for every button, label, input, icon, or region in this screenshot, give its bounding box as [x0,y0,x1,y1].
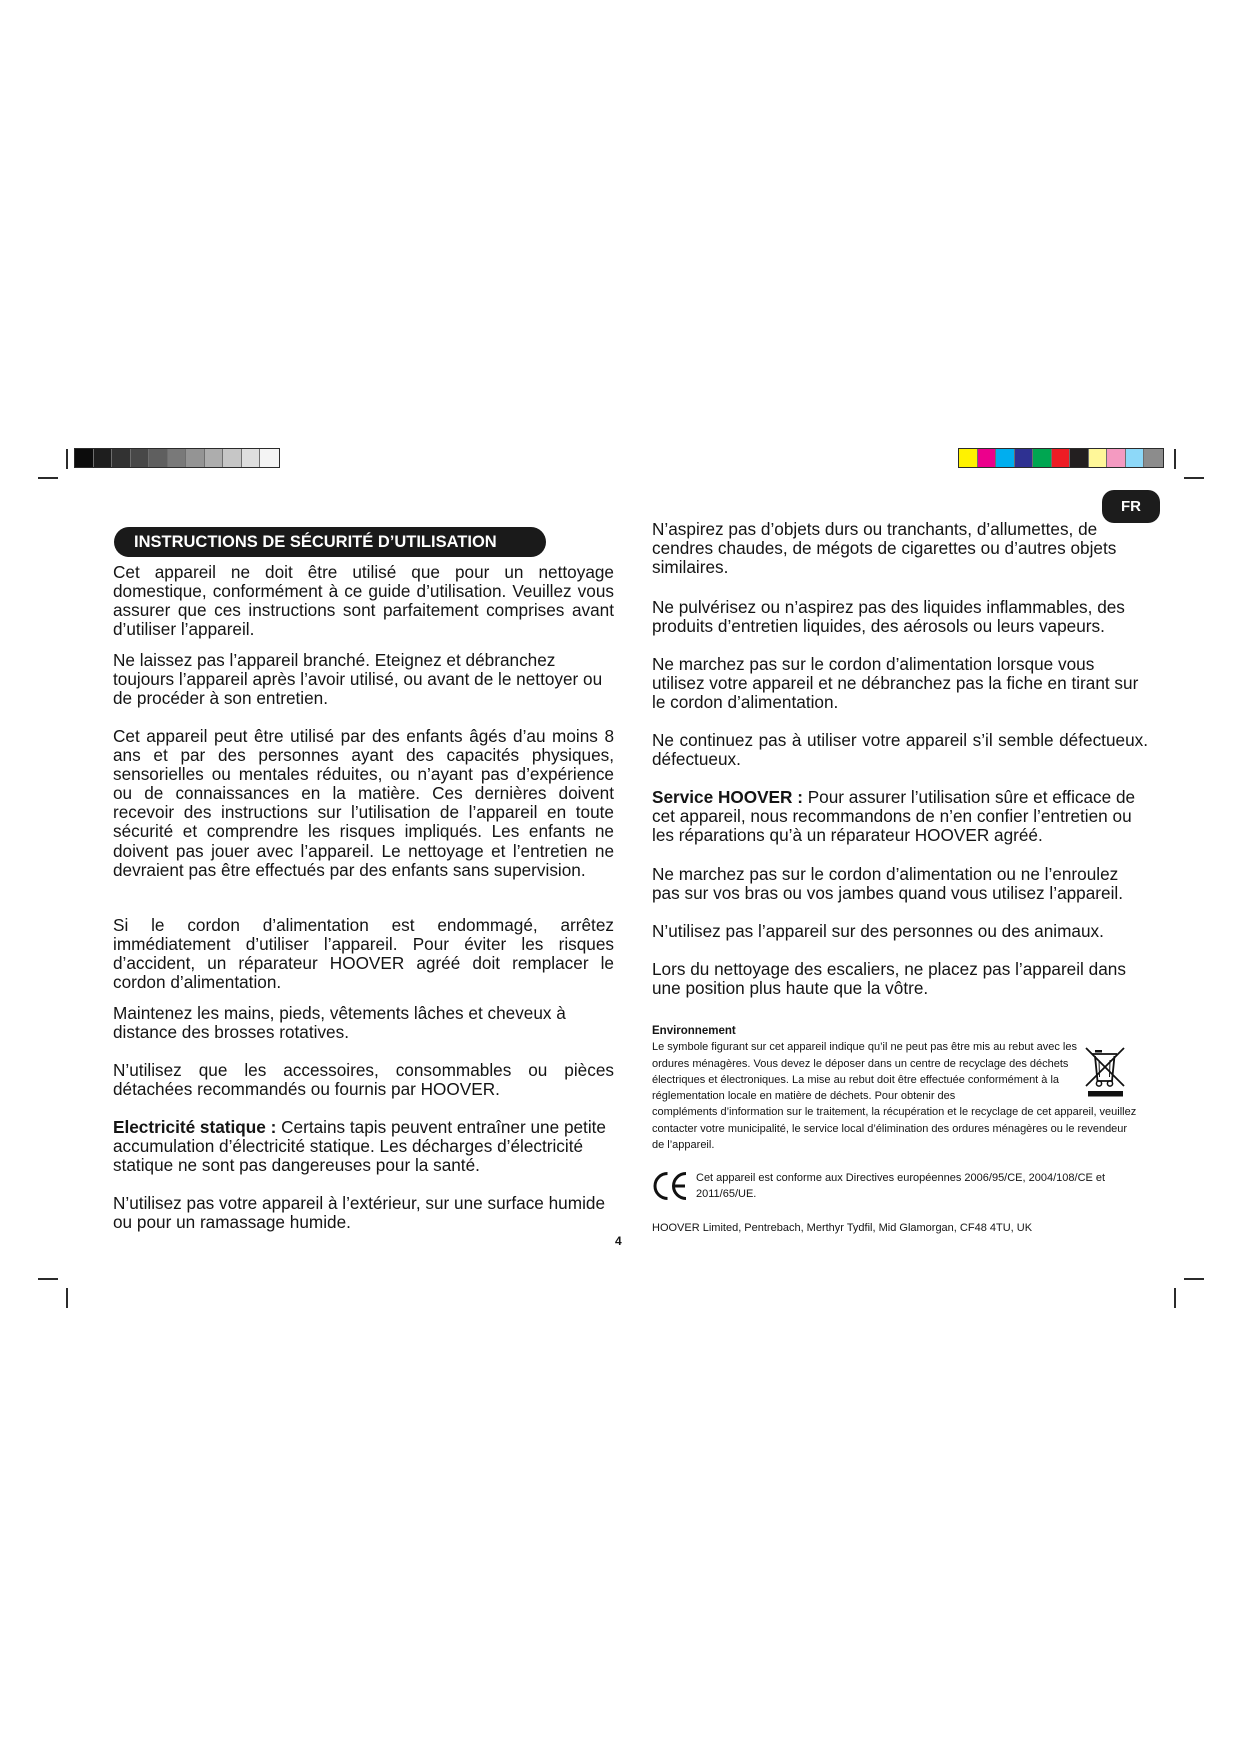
paragraph-static-electricity [113,1118,614,1175]
color-swatch [978,449,997,467]
color-swatch [205,449,224,467]
paragraph-domestic-use: Cet appareil ne doit être utilisé que pour un nettoyage domestique, conformément à ce guide d’utilisation. Veuillez vous assurer que ces instructions sont parfaitement comprises avant d’utiliser l’appareil. [113,562,614,640]
static-electricity-label: Electricité statique : [113,1117,277,1137]
paragraph-unplug: Ne laissez pas l’appareil branché. Eteignez et débranchez toujours l’appareil après l’avoir utilisé, ou avant de le nettoyer ou de procéder à son entretien. [113,650,603,709]
color-swatch [1089,449,1108,467]
defective-text: Ne continuez pas à utiliser votre appareil s’il semble défectueux. [652,731,1148,750]
color-swatch [223,449,242,467]
paragraph-accessories: N’utilisez que les accessoires, consommables ou pièces détachées recommandés ou fournis par HOOVER. [113,1060,614,1100]
ce-conformity-statement: Cet appareil est conforme aux Directives européennes 2006/95/CE, 2004/108/CE et 2011/65/UE. [696,1172,1106,1201]
paragraph-flammable-liquids: Ne pulvérisez ou n’aspirez pas des liquides inflammables, des produits d’entretien liquides, des aérosols ou leurs vapeurs. [652,597,1125,637]
paragraph-rotating-brushes: Maintenez les mains, pieds, vêtements lâches et cheveux à distance des brosses rotatives. [113,1003,566,1043]
environment-title: Environnement [652,1025,736,1037]
paragraph-hoover-service [652,788,1148,845]
static-electricity-text: Certains tapis peuvent entraîner une petite accumulation d’électricité statique. Les décharges d’électricité statique ne sont pas dangereuses pour la santé. [113,1117,606,1176]
color-swatch [1052,449,1071,467]
color-swatch [959,449,978,467]
color-swatch [1107,449,1126,467]
crop-mark [38,477,58,479]
color-swatch [260,449,279,467]
color-swatch [242,449,261,467]
hoover-service-label: Service HOOVER : [652,787,803,807]
color-swatch [1126,449,1145,467]
color-swatch [1015,449,1034,467]
environment-body: Le symbole figurant sur cet appareil indique qu’il ne peut pas être mis au rebut avec les ordures ménagères. Vous devez le déposer dans un centre de recyclage des déchets électriques et électroniques. La mise au rebut doit être effectuée conformément à la réglementation locale en matière de déchets. Pour obtenir des [652,1041,1077,1103]
crop-mark [1174,449,1176,469]
manufacturer-address: HOOVER Limited, Pentrebach, Merthyr Tydfil, Mid Glamorgan, CF48 4TU, UK [652,1222,1033,1234]
crop-mark [1184,477,1204,479]
crop-mark [66,449,68,469]
paragraph-children: Cet appareil peut être utilisé par des enfants âgés d’au moins 8 ans et par des personnes ayant des capacités physiques, sensorielles ou mentales réduites, ou n’ayant pas d’expérience ou de connaissances en la matière. Ces dernières doivent recevoir des instructions sur l’utilisation de l’appareil en toute sécurité et comprendre les risques impliqués. Les enfants ne doivent pas jouer avec l’appareil. Le nettoyage et l’entretien ne devraient pas être effectués par des enfants sans supervision. [113,726,614,880]
page-number: 4 [615,1234,622,1248]
weee-crossed-bin-icon [1084,1045,1130,1097]
color-swatch [1144,449,1163,467]
environment-tail: compléments d’information sur le traitement, la récupération et le recyclage de cet appareil, veuillez contacter votre municipalité, le service local d’élimination des ordures ménagères ou le revendeur de l’appareil. [652,1106,1137,1152]
color-swatch [112,449,131,467]
paragraph-stairs: Lors du nettoyage des escaliers, ne placez pas l’appareil dans une position plus haute que la vôtre. [652,959,1126,999]
color-swatch [996,449,1015,467]
color-swatch [131,449,150,467]
crop-mark [1174,1288,1176,1308]
color-swatch [168,449,187,467]
paragraph-damaged-cord: Si le cordon d’alimentation est endommagé, arrêtez immédiatement d’utiliser l’appareil. Pour éviter les risques d’accident, un réparateur HOOVER agréé doit remplacer le cordon d’alimentation. [113,915,614,993]
color-swatch [94,449,113,467]
process-color-bar [958,448,1164,468]
language-badge: FR [1102,490,1160,523]
crop-mark [66,1288,68,1308]
crop-mark [38,1278,58,1280]
paragraph-defective-line2: défectueux. [652,749,741,769]
paragraph-defective-line1 [652,731,1148,750]
crop-mark [1184,1278,1204,1280]
paragraph-people-animals: N’utilisez pas l’appareil sur des personnes ou des animaux. [652,921,1104,941]
color-swatch [186,449,205,467]
paragraph-cord-walk: Ne marchez pas sur le cordon d’alimentation lorsque vous utilisez votre appareil et ne débranchez pas la fiche en tirant sur le cordon d’alimentation. [652,654,1139,713]
ce-mark-icon [652,1170,690,1202]
color-swatch [1070,449,1089,467]
hoover-service-text: Pour assurer l’utilisation sûre et efficace de cet appareil, nous recommandons de n’en confier l’entretien ou les réparations qu’à un réparateur HOOVER agréé. [652,787,1136,846]
color-swatch [75,449,94,467]
environment-notice [652,1023,1152,1153]
section-heading: INSTRUCTIONS DE SÉCURITÉ D’UTILISATION [114,527,546,557]
grayscale-color-bar [74,448,280,468]
paragraph-hard-objects: N’aspirez pas d’objets durs ou tranchants, d’allumettes, de cendres chaudes, de mégots de cigarettes ou d’autres objets similaires. [652,519,1117,578]
paragraph-cord-wrap: Ne marchez pas sur le cordon d’alimentation ou ne l’enroulez pas sur vos bras ou vos jambes quand vous utilisez l’appareil. [652,864,1123,904]
paragraph-outdoor-use: N’utilisez pas votre appareil à l’extérieur, sur une surface humide ou pour un ramassage humide. [113,1193,605,1233]
color-swatch [1033,449,1052,467]
color-swatch [149,449,168,467]
